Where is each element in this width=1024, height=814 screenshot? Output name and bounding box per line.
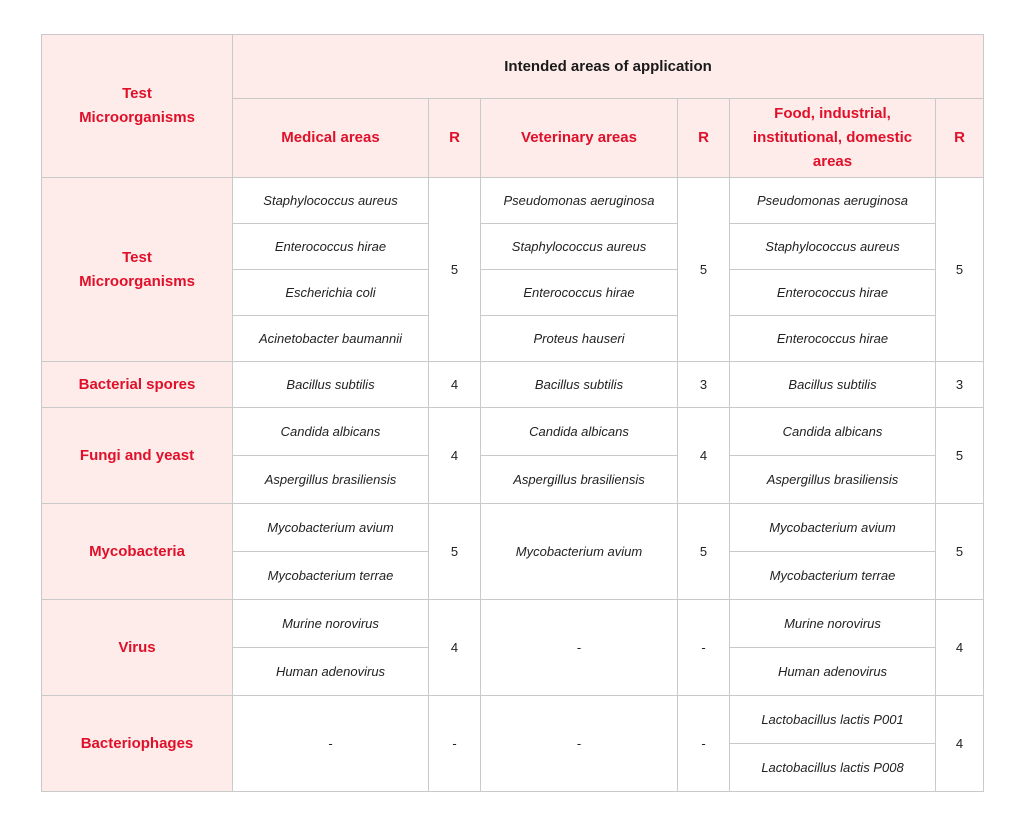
organism-name: Mycobacterium avium bbox=[769, 520, 896, 535]
veterinary-organisms-cell bbox=[481, 696, 678, 792]
food-organisms-cell bbox=[730, 362, 936, 408]
food-organisms-cell bbox=[730, 600, 936, 696]
application-areas-table bbox=[41, 34, 984, 792]
organism-name: Candida albicans bbox=[280, 424, 381, 439]
medical-organisms-cell bbox=[233, 600, 429, 696]
table-row bbox=[42, 362, 984, 408]
veterinary-organisms-cell bbox=[481, 362, 678, 408]
row-category-label: Fungi and yeast bbox=[42, 408, 233, 504]
organism-name: Enterococcus hirae bbox=[730, 269, 935, 315]
organism-name: Murine norovirus bbox=[282, 616, 379, 631]
reduction-value: 4 bbox=[429, 362, 481, 408]
organism-name: Bacillus subtilis bbox=[534, 377, 624, 392]
organism-name: Murine norovirus bbox=[784, 616, 881, 631]
organism-name: Enterococcus hirae bbox=[481, 269, 677, 315]
reduction-value: 3 bbox=[678, 362, 730, 408]
reduction-value: 5 bbox=[936, 178, 984, 362]
medical-organisms-cell bbox=[233, 178, 429, 362]
row-category-label: Virus bbox=[42, 600, 233, 696]
organism-name: Human adenovirus bbox=[233, 647, 428, 695]
organism-name: Candida albicans bbox=[529, 424, 629, 439]
reduction-value: 5 bbox=[429, 504, 481, 600]
empty-value: - bbox=[576, 736, 582, 751]
food-organisms-cell bbox=[730, 178, 936, 362]
organism-name: Lactobacillus lactis P001 bbox=[761, 712, 904, 727]
row-category-label: Bacteriophages bbox=[42, 696, 233, 792]
empty-value: - bbox=[328, 736, 333, 751]
medical-organisms-cell bbox=[233, 408, 429, 504]
reduction-value: - bbox=[678, 600, 730, 696]
organism-name: Proteus hauseri bbox=[481, 315, 677, 361]
organism-name: Bacillus subtilis bbox=[286, 377, 375, 392]
veterinary-organisms-cell bbox=[481, 408, 678, 504]
col-header-veterinary-r: R bbox=[678, 99, 730, 178]
reduction-value: - bbox=[678, 696, 730, 792]
organism-name: Aspergillus brasiliensis bbox=[481, 455, 677, 503]
organism-name: Staphylococcus aureus bbox=[730, 223, 935, 269]
organism-name: Pseudomonas aeruginosa bbox=[503, 193, 655, 208]
veterinary-organisms-cell bbox=[481, 178, 678, 362]
food-organisms-cell bbox=[730, 696, 936, 792]
col-header-veterinary: Veterinary areas bbox=[481, 99, 678, 178]
organism-name: Mycobacterium avium bbox=[515, 544, 643, 559]
food-organisms-cell bbox=[730, 408, 936, 504]
reduction-value: 3 bbox=[936, 362, 984, 408]
table-container bbox=[41, 34, 984, 792]
reduction-value: 5 bbox=[429, 178, 481, 362]
organism-name: Candida albicans bbox=[782, 424, 883, 439]
veterinary-organisms-cell bbox=[481, 600, 678, 696]
reduction-value: 5 bbox=[678, 504, 730, 600]
organism-name: Enterococcus hirae bbox=[730, 315, 935, 361]
table-row bbox=[42, 600, 984, 696]
organism-name: Bacillus subtilis bbox=[788, 377, 877, 392]
col-header-medical-r: R bbox=[429, 99, 481, 178]
row-category-label: Bacterial spores bbox=[42, 362, 233, 408]
table-row bbox=[42, 504, 984, 600]
table-body bbox=[42, 35, 984, 792]
veterinary-organisms-cell bbox=[481, 504, 678, 600]
organism-name: Staphylococcus aureus bbox=[481, 223, 677, 269]
reduction-value: - bbox=[429, 696, 481, 792]
reduction-value: 4 bbox=[936, 600, 984, 696]
organism-name: Escherichia coli bbox=[233, 269, 428, 315]
organism-name: Human adenovirus bbox=[730, 647, 935, 695]
medical-organisms-cell bbox=[233, 696, 429, 792]
table-row bbox=[42, 696, 984, 792]
reduction-value: 5 bbox=[936, 504, 984, 600]
organism-name: Aspergillus brasiliensis bbox=[730, 455, 935, 503]
empty-value: - bbox=[576, 640, 582, 655]
table-row bbox=[42, 178, 984, 362]
medical-organisms-cell bbox=[233, 504, 429, 600]
organism-name: Staphylococcus aureus bbox=[263, 193, 398, 208]
organism-name: Mycobacterium avium bbox=[267, 520, 394, 535]
header-row-1 bbox=[42, 35, 984, 99]
reduction-value: 4 bbox=[936, 696, 984, 792]
reduction-value: 4 bbox=[678, 408, 730, 504]
col-header-food: Food, industrial, institutional, domestic areas bbox=[730, 99, 936, 178]
food-organisms-cell bbox=[730, 504, 936, 600]
organism-name: Acinetobacter baumannii bbox=[233, 315, 428, 361]
organism-name: Pseudomonas aeruginosa bbox=[756, 193, 909, 208]
row-category-label: Mycobacteria bbox=[42, 504, 233, 600]
col-header-medical: Medical areas bbox=[233, 99, 429, 178]
organism-name: Aspergillus brasiliensis bbox=[233, 455, 428, 503]
reduction-value: 4 bbox=[429, 408, 481, 504]
organism-name: Mycobacterium terrae bbox=[730, 551, 935, 599]
corner-header: Test Microorganisms bbox=[42, 35, 233, 178]
row-category-label: Test Microorganisms bbox=[42, 178, 233, 362]
organism-name: Enterococcus hirae bbox=[233, 223, 428, 269]
organism-name: Mycobacterium terrae bbox=[233, 551, 428, 599]
medical-organisms-cell bbox=[233, 362, 429, 408]
reduction-value: 5 bbox=[678, 178, 730, 362]
reduction-value: 4 bbox=[429, 600, 481, 696]
organism-name: Lactobacillus lactis P008 bbox=[730, 743, 935, 791]
table-row bbox=[42, 408, 984, 504]
reduction-value: 5 bbox=[936, 408, 984, 504]
intended-areas-header: Intended areas of application bbox=[233, 35, 984, 99]
col-header-food-r: R bbox=[936, 99, 984, 178]
